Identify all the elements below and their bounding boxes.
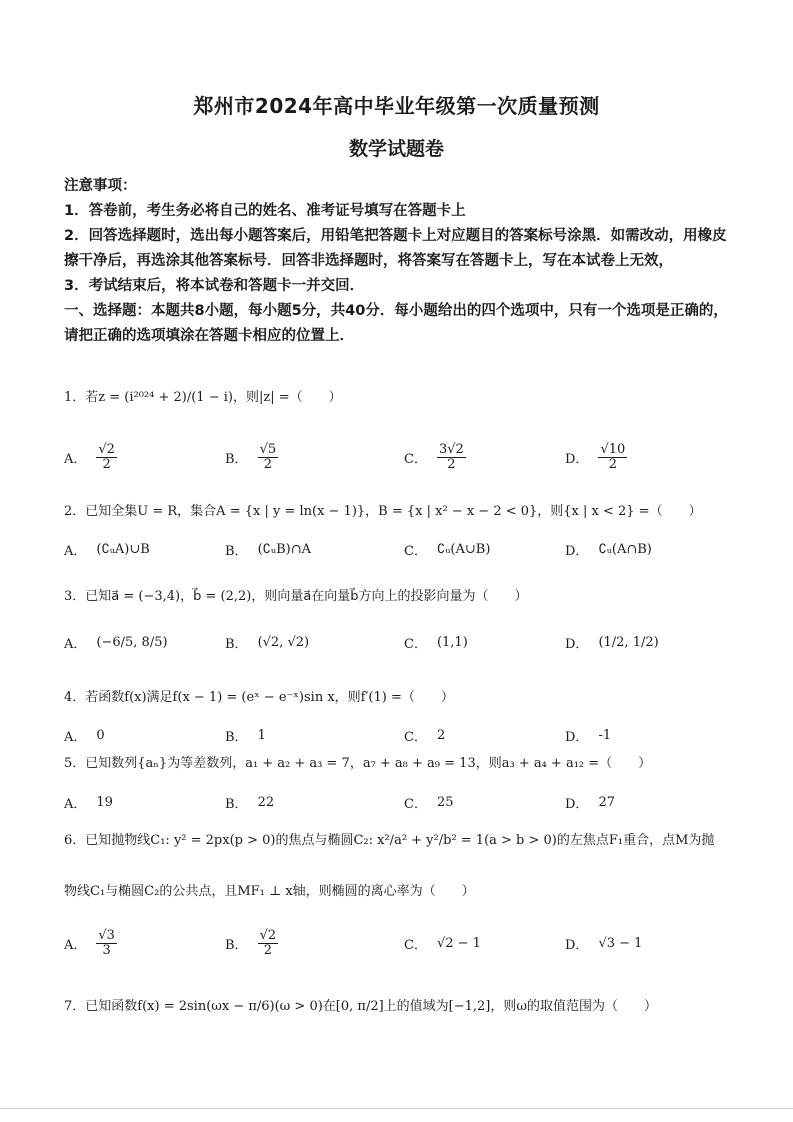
option-d[interactable] [565,619,659,665]
question-7-stem: 7．已知函数f(x) = 2sin(ωx − π/6)(ω > 0)在[0, π/2]上的值域为[−1,2]，则ω的取值范围为（ ） [64,999,657,1014]
denominator: 2 [263,942,272,958]
option-label: A． [64,729,87,745]
option-label: D． [565,796,589,812]
denominator: 3 [102,942,111,958]
option-label: C． [404,796,427,812]
option-a[interactable] [64,619,168,665]
option-label: B． [225,636,248,652]
option-label: A． [64,451,87,467]
option-text: -1 [598,727,612,743]
option-d[interactable] [565,526,652,572]
section-heading: 一、选择题：本题共8小题，每小题5分，共40分．每小题给出的四个选项中，只有一个选项是正确的，请把正确的选项填涂在答题卡相应的位置上． [64,303,728,344]
option-d[interactable] [565,920,642,966]
option-c[interactable] [404,526,490,572]
option-label: C． [404,543,427,559]
notes-header: 注意事项： [64,178,137,194]
option-label: A． [64,543,87,559]
option-label: D． [565,451,589,467]
option-text: (∁ᵤB)∩A [257,541,311,557]
option-text: 27 [598,794,615,810]
option-text: 25 [436,794,454,810]
denominator: 2 [263,456,272,472]
option-label: C． [404,729,427,745]
option-a[interactable] [64,526,150,572]
option-label: C． [404,636,427,652]
option-text: ∁ᵤ(A∩B) [598,541,652,557]
fraction [598,443,627,471]
option-text: (∁ᵤA)∪B [96,541,150,557]
option-b[interactable] [225,779,274,825]
option-a[interactable] [64,920,117,966]
question-6-options [64,920,732,966]
option-label: C． [404,937,427,953]
option-c[interactable] [404,434,466,480]
denominator: 2 [447,456,456,472]
exam-subtitle: 数学试题卷 [348,138,444,160]
question-4-stem: 4．若函数f(x)满足f(x − 1) = (eˣ − e⁻ˣ)sin x，则f′(1) =（ ） [64,690,454,705]
option-text: (√2, √2) [257,634,310,650]
option-a[interactable] [64,779,113,825]
option-label: D． [565,636,589,652]
numerator: √2 [98,441,115,457]
page-bottom-rule [0,1108,793,1109]
option-text: 19 [96,794,113,810]
question-2-options [64,526,732,572]
question-3-options [64,619,732,665]
question-1-options [64,434,732,480]
option-c[interactable] [404,920,481,966]
fraction [258,929,279,957]
option-label: D． [565,543,589,559]
option-b[interactable] [225,434,278,480]
question-3-stem: 3．已知a⃗ = (−3,4)，b⃗ = (2,2)，则向量a⃗在向量b⃗方向上的投影向量为（ ） [64,589,528,604]
option-text: 0 [96,727,105,743]
option-label: D． [565,937,589,953]
note-item: 1．答卷前，考生务必将自己的姓名、准考证号填写在答题卡上 [64,203,466,219]
question-5-stem: 5．已知数列{aₙ}为等差数列，a₁ + a₂ + a₃ = 7，a₇ + a₈ + a₉ = 13，则a₃ + a₄ + a₁₂ =（ ） [64,756,652,771]
numerator: √10 [600,441,626,457]
question-5-options [64,779,732,825]
question-6-stem-continued: 物线C₁与椭圆C₂的公共点，且MF₁ ⊥ x轴，则椭圆的离心率为（ ） [64,884,475,899]
question-1-stem: 1．若z = (i²⁰²⁴ + 2)/(1 − i)，则|z| =（ ） [64,390,342,405]
option-label: A． [64,937,87,953]
option-label: A． [64,796,87,812]
exam-title: 郑州市2024年高中毕业年级第一次质量预测 [193,94,600,118]
option-b[interactable] [225,526,311,572]
note-item: 3．考试结束后，将本试卷和答题卡一并交回． [64,278,365,294]
option-label: C． [404,451,427,467]
numerator: 3√2 [438,441,464,457]
numerator: √2 [259,927,277,943]
question-2-stem: 2．已知全集U = R，集合A = {x | y = ln(x − 1)}，B = {x | x² − x − 2 < 0}，则{x | x < 2} =（ ） [64,504,702,519]
option-d[interactable] [565,434,627,480]
option-text: (1/2, 1/2) [598,634,659,650]
option-d[interactable] [565,779,615,825]
option-label: D． [565,729,589,745]
option-label: B． [225,451,248,467]
option-a[interactable] [64,434,117,480]
question-6-stem: 6．已知抛物线C₁: y² = 2px(p > 0)的焦点与椭圆C₂: x²/a² + y²/b² = 1(a > b > 0)的左焦点F₁重合，点M为抛 [64,833,715,848]
option-text: √2 − 1 [436,935,481,951]
option-b[interactable] [225,619,309,665]
fraction [96,443,117,471]
option-label: B． [225,543,248,559]
denominator: 2 [102,456,111,472]
option-text: (−6/5, 8/5) [96,634,168,650]
option-c[interactable] [404,619,468,665]
option-c[interactable] [404,779,454,825]
option-text: ∁ᵤ(A∪B) [436,541,491,557]
notes-block [64,174,732,349]
option-text: 1 [257,727,266,743]
numerator: √3 [98,927,115,943]
option-label: B． [225,937,248,953]
denominator: 2 [608,456,617,472]
fraction [437,443,466,471]
option-text: 2 [436,727,446,743]
option-label: B． [225,729,248,745]
option-text: (1,1) [436,634,468,650]
option-label: B． [225,796,248,812]
numerator: √5 [259,441,277,457]
option-label: A． [64,636,87,652]
option-b[interactable] [225,920,278,966]
fraction [96,929,117,957]
fraction [258,443,279,471]
note-item: 2．回答选择题时，选出每小题答案后，用铅笔把答题卡上对应题目的答案标号涂黑．如需改动，用橡皮擦干净后，再选涂其他答案标号．回答非选择题时，将答案写在答题卡上，写在本试卷上无效， [64,228,727,269]
option-text: √3 − 1 [598,935,643,951]
option-text: 22 [257,794,275,810]
